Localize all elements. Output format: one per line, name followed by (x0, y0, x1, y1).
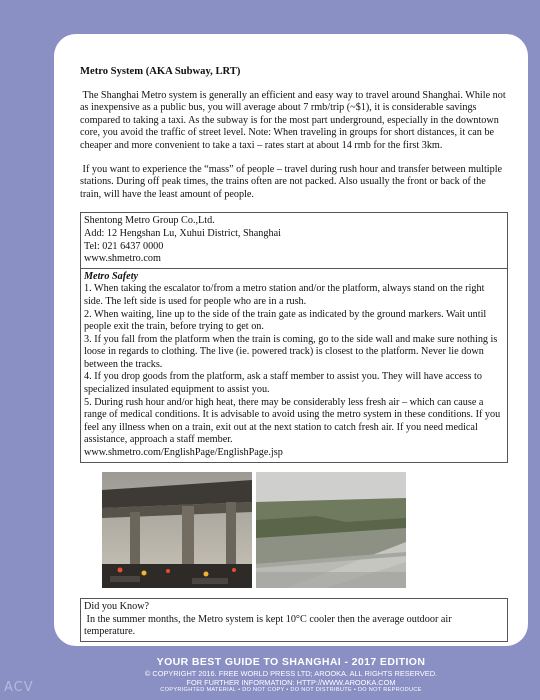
safety-box (80, 268, 508, 463)
contact-address: Add: 12 Hengshan Lu, Xuhui District, Shanghai (84, 227, 281, 239)
safety-item: 4. If you drop goods from the platform, ask a staff member to assist you. They will have access to specialized insulated equipment to assist you. (84, 371, 482, 396)
contact-website-link[interactable]: www.shmetro.com (84, 253, 161, 265)
intro-paragraph: The Shanghai Metro system is generally an efficient and easy way to travel around Shanghai. While not as inexpensive as a public bus, you will average about 7 rmb/trip (~$1), it is considerable savings compared to taking a taxi. As the subway is for the most part underground, especially in the downtown core, you avoid the traffic of street level. Note: When traveling in groups for short distances, it can be cheaper and more convenient to take a taxi – rates start at about 14 rmb for the first 3km. (80, 89, 509, 151)
footer-title: YOUR BEST GUIDE TO SHANGHAI - 2017 EDITION (156, 656, 426, 668)
safety-item: 5. During rush hour and/or high heat, there may be considerably less fresh air – which can cause a range of medical conditions. It is advisable to avoid using the metro system in these conditions. If you feel any illness when on a train, exit out at the next station to catch fresh air. If you need medical assistance, approach a staff member. (84, 396, 501, 446)
safety-item: 1. When taking the escalator to/from a metro station and/or the platform, always stand on the right side. The left side is used for people who are in a rush. (84, 283, 485, 307)
did-you-know-text: In the summer months, the Metro system is kept 10°C cooler then the average outdoor air temperature. (84, 613, 455, 638)
safety-item: 2. When waiting, line up to the side of the train gate as indicated by the ground markers. Wait until people exit the train, before trying to get on. (84, 308, 487, 333)
contact-company: Shentong Metro Group Co.,Ltd. (84, 215, 215, 227)
photo-strip (102, 472, 406, 588)
contact-box (80, 212, 508, 267)
did-you-know-box (80, 598, 508, 642)
watermark: ACV (4, 680, 34, 695)
rainy-landscape-photo (256, 472, 406, 588)
footer-info: FOR FURTHER INFORMATION: HTTP://WWW.AROOKA.COM (186, 678, 396, 687)
article-title: Metro System (AKA Subway, LRT) (80, 66, 241, 77)
safety-link[interactable]: www.shmetro.com/EnglishPage/EnglishPage.jsp (84, 447, 283, 459)
page-footer (54, 656, 528, 694)
safety-item: 3. If you fall from the platform when the train is coming, go to the side wall and make sure nothing is loose in regards to clothing. The live (ie. powered track) is closest to the platform. Never lie down between the tracks. (84, 333, 498, 370)
safety-heading: Metro Safety (84, 270, 139, 282)
article-content (80, 66, 508, 463)
elevated-highway-photo (102, 472, 252, 588)
did-you-know-heading: Did you Know? (84, 601, 150, 612)
contact-tel: Tel: 021 6437 0000 (84, 240, 164, 252)
footer-copyright: © COPYRIGHT 2016. FREE WORLD PRESS LTD; AROOKA. ALL RIGHTS RESERVED. (144, 669, 438, 678)
rush-hour-paragraph: If you want to experience the “mass” of people – travel during rush hour and transfer between multiple stations. During off peak times, the trains often are not packed. Also usually the front or back of the train, will have the least amount of people. (80, 163, 505, 200)
footer-notice: COPYRIGHTED MATERIAL • DO NOT COPY • DO NOT DISTRIBUTE • DO NOT REPRODUCE (160, 687, 422, 693)
